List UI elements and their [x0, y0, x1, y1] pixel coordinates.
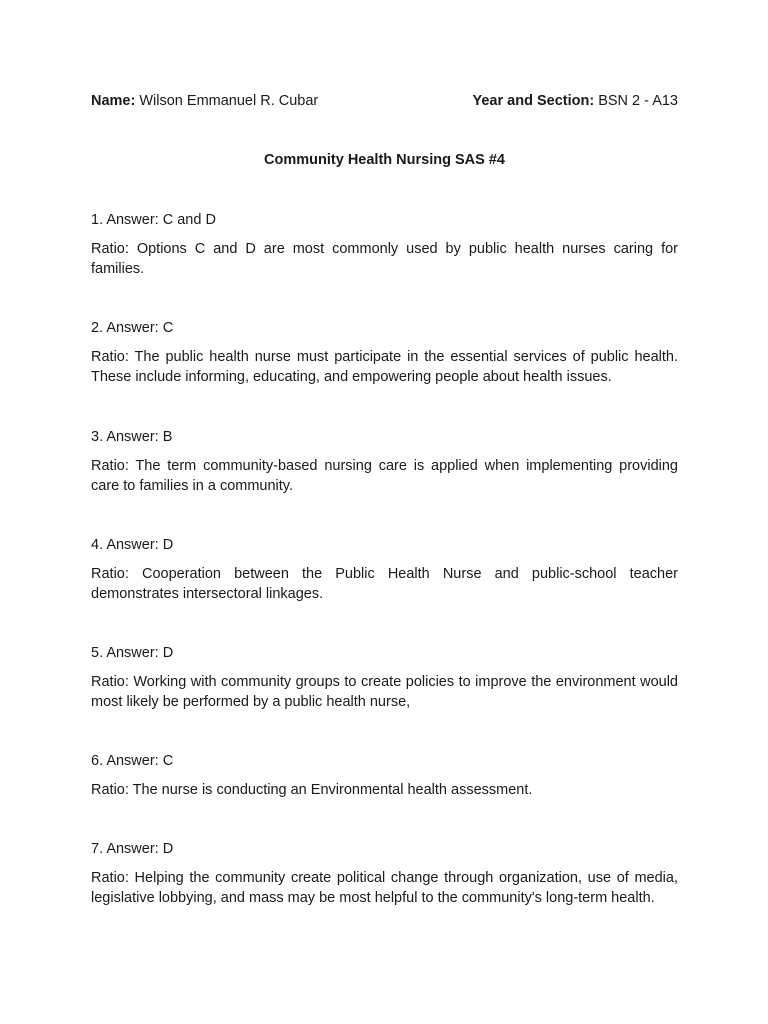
ratio-text: Ratio: Working with community groups to create policies to improve the environment would most likely be performed by a public health nurse,: [91, 674, 678, 710]
name-field: [91, 91, 318, 111]
ratio-text: Ratio: Options C and D are most commonly used by public health nurses caring for families.: [91, 241, 678, 277]
name-label: Name:: [91, 93, 136, 109]
answer-line: 1. Answer: C and D: [91, 212, 216, 228]
page-title: Community Health Nursing SAS #4: [264, 152, 505, 168]
ratio-text: Ratio: The nurse is conducting an Environmental health assessment.: [91, 782, 533, 798]
answer-line: 7. Answer: D: [91, 841, 174, 857]
section-value: BSN 2 - A13: [598, 93, 678, 109]
question-item: [91, 839, 678, 908]
ratio-text: Ratio: Helping the community create political change through organization, use of media, legislative lobbying, and mass may be most helpful to the community's long-term health.: [91, 870, 678, 906]
answer-line: 3. Answer: B: [91, 429, 173, 445]
answer-line: 4. Answer: D: [91, 537, 174, 553]
header-row: [91, 91, 678, 111]
section-label: Year and Section:: [472, 93, 595, 109]
answer-line: 5. Answer: D: [91, 645, 174, 661]
ratio-text: Ratio: The term community-based nursing care is applied when implementing providing care to families in a community.: [91, 458, 678, 494]
question-item: [91, 535, 678, 604]
answer-line: 6. Answer: C: [91, 753, 174, 769]
question-item: [91, 318, 678, 387]
question-item: [91, 751, 678, 801]
name-value: Wilson Emmanuel R. Cubar: [139, 93, 319, 109]
ratio-text: Ratio: Cooperation between the Public Health Nurse and public-school teacher demonstrates intersectoral linkages.: [91, 566, 678, 602]
section-field: [472, 91, 678, 111]
question-item: [91, 643, 678, 712]
ratio-text: Ratio: The public health nurse must participate in the essential services of public health. These include informing, educating, and empowering people about health issues.: [91, 349, 678, 385]
question-item: [91, 210, 678, 279]
answer-line: 2. Answer: C: [91, 320, 174, 336]
question-item: [91, 427, 678, 496]
